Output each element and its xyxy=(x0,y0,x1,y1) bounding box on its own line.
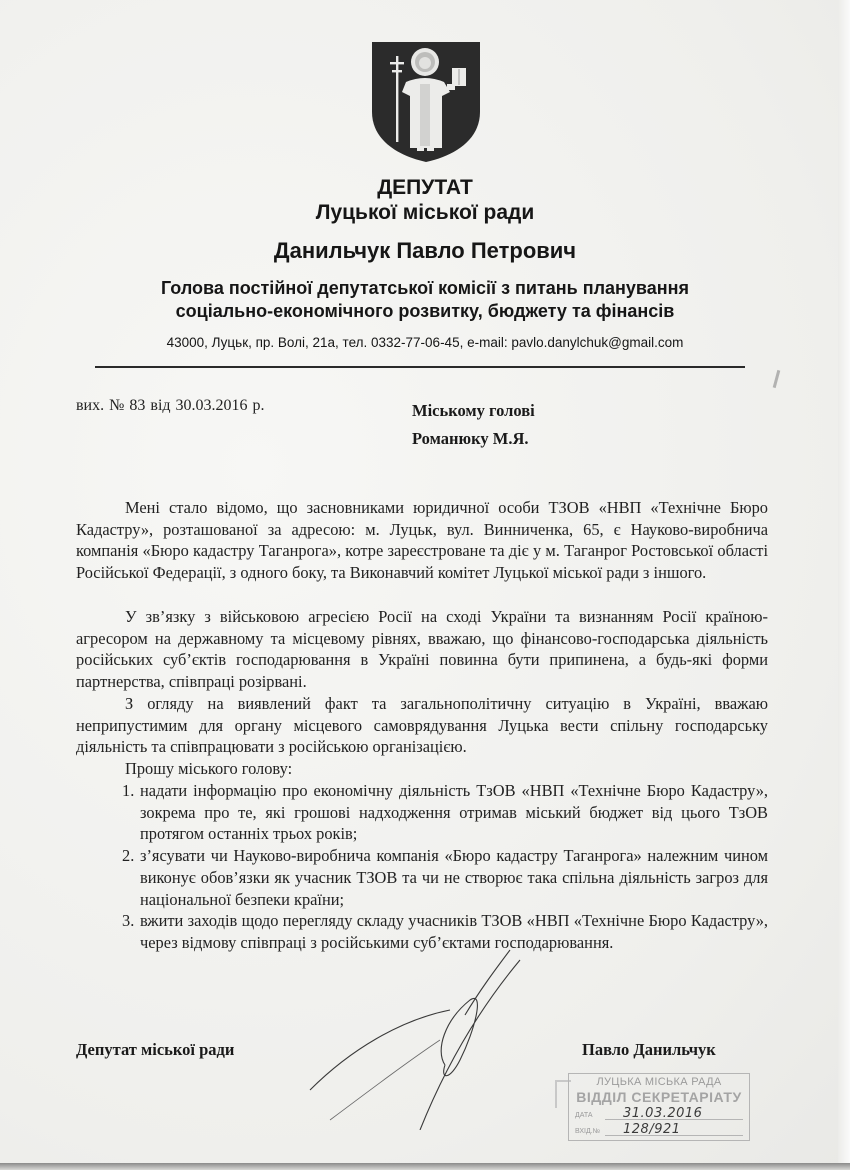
stamp-date-value: 31.03.2016 xyxy=(623,1106,703,1121)
signatory-name: Павло Данильчук xyxy=(582,1040,716,1059)
paragraph-4: Прошу міського голову: xyxy=(125,759,293,778)
letterhead-title: ДЕПУТАТ xyxy=(377,176,473,199)
letterhead-contact: 43000, Луцьк, пр. Волі, 21а, тел. 0332-77-06-45, e-mail: pavlo.danylchuk@gmail.com xyxy=(166,335,684,350)
paragraph-1: Мені стало відомо, що засновниками юридичної особи ТЗОВ «НВП «Технічне Бюро Кадастру», розташованої за адресою: м. Луцьк, вул. Винниченка, 65, є Науково-виробнича компанія «Бюро кадастру Таганрога», котре зареєстроване та діє у м. Таганрог Ростовської області Російської Федерації, з одного боку, та Виконавчий комітет Луцької міської ради з іншого. xyxy=(76,498,768,583)
request-text: вжити заходів щодо перегляду складу учасників ТЗОВ «НВП «Технічне Бюро Кадастру», через відмову співпраці з російськими суб’єктами господарювання. xyxy=(140,911,768,952)
stamp-number-row xyxy=(575,1122,743,1137)
stamp-date-row xyxy=(575,1106,743,1121)
registration-stamp xyxy=(568,1073,750,1141)
request-number: 2. xyxy=(122,846,135,866)
request-text: надати інформацію про економічну діяльність ТзОВ «НВП «Технічне Бюро Кадастру», зокрема про те, які грошові надходження отримав міський бюджет від цього ТзОВ протягом останніх трьох років; xyxy=(140,781,768,844)
stamp-department: ВІДДІЛ СЕКРЕТАРІАТУ xyxy=(576,1089,742,1105)
letterhead-divider xyxy=(95,366,745,368)
letterhead-name: Данильчук Павло Петрович xyxy=(273,238,577,263)
paragraph-2: У зв’язку з військовою агресією Росії на сході України та визнанням Росії країною-агресором на державному та місцевому рівнях, вважаю, що фінансово-господарська діяльність російських суб’єктів господарювання в Україні повинна бути припинена, а будь-які форми партнерства, співпраці розірвані. xyxy=(76,607,768,692)
paragraph-3: З огляду на виявлений факт та загальнополітичну ситуацію в Україні, вважаю неприпустимим для органу місцевого самоврядування Луцька вести спільну господарську діяльність та співпрацювати з російською організацією. xyxy=(76,694,768,757)
scan-mark xyxy=(773,370,781,388)
addressee xyxy=(412,397,535,453)
addressee-line-1: Міському голові xyxy=(412,401,535,420)
addressee-line-2: Романюку М.Я. xyxy=(412,429,529,448)
signatory-position: Депутат міської ради xyxy=(76,1040,235,1059)
coat-of-arms-icon xyxy=(370,40,482,164)
stamp-number-label: ВХІД.№ xyxy=(575,1128,601,1135)
stamp-council: ЛУЦЬКА МІСЬКА РАДА xyxy=(596,1076,722,1088)
letterhead-role-line-1: Голова постійної депутатської комісії з питань планування xyxy=(160,278,690,298)
request-item xyxy=(122,780,768,845)
requests-list xyxy=(122,780,768,954)
outgoing-reference: вих. № 83 від 30.03.2016 р. xyxy=(76,397,265,414)
request-text: з’ясувати чи Науково-виробнича компанія «Бюро кадастру Таганрога» належним чином виконує обов’язки як учасник ТЗОВ та чи не створює така спільна діяльність загроз для національної безпеки країни; xyxy=(140,846,768,909)
stamp-date-label: ДАТА xyxy=(575,1112,593,1119)
request-item xyxy=(122,845,768,910)
request-number: 1. xyxy=(122,781,135,800)
stamp-number-value: 128/921 xyxy=(623,1122,681,1137)
letterhead-council: Луцької міської ради xyxy=(315,201,535,224)
paper-bottom-edge xyxy=(0,1163,850,1170)
request-number: 3. xyxy=(122,911,135,931)
handwritten-signature-icon xyxy=(270,940,540,1130)
letterhead-role-line-2: соціально-економічного розвитку, бюджету та фінансів xyxy=(175,301,675,321)
